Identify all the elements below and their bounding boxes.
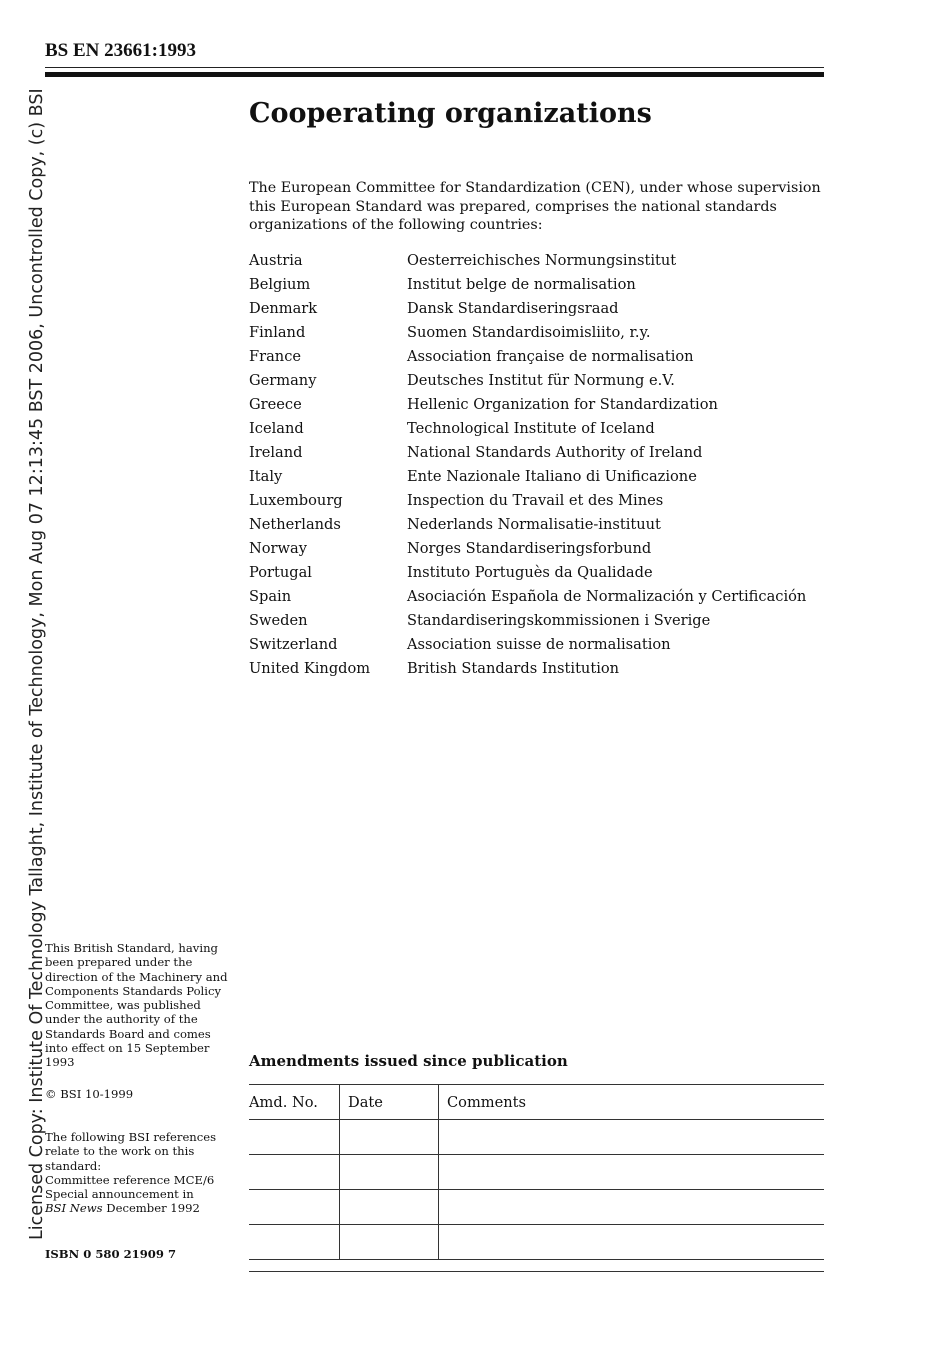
list-item — [249, 634, 829, 658]
country-name: Italy — [249, 468, 283, 485]
country-name: Norway — [249, 540, 307, 557]
organization-name: Asociación Española de Normalización y Certificación — [407, 588, 807, 605]
organization-name: British Standards Institution — [407, 660, 620, 677]
list-item — [249, 562, 829, 586]
list-item — [249, 298, 829, 322]
list-item — [249, 466, 829, 490]
table-cell — [340, 1120, 439, 1155]
isbn: ISBN 0 580 21909 7 — [45, 1247, 177, 1261]
table-row — [249, 1155, 824, 1190]
organization-name: Inspection du Travail et des Mines — [407, 492, 664, 509]
table-cell — [249, 1155, 340, 1190]
organization-name: Dansk Standardiseringsraad — [407, 300, 619, 317]
column-header-comments: Comments — [439, 1085, 825, 1120]
country-name: Iceland — [249, 420, 304, 437]
references-intro: The following BSI references relate to the work on this standard: — [45, 1130, 217, 1173]
country-name: Finland — [249, 324, 306, 341]
table-cell — [340, 1155, 439, 1190]
table-cell — [340, 1190, 439, 1225]
country-name: Belgium — [249, 276, 311, 293]
list-item — [249, 250, 829, 274]
country-name: Spain — [249, 588, 292, 605]
organization-name: Institut belge de normalisation — [407, 276, 636, 293]
table-row — [249, 1190, 824, 1225]
header-rule-thin — [45, 67, 824, 68]
organization-name: Nederlands Normalisatie-instituut — [407, 516, 661, 533]
list-item — [249, 610, 829, 634]
document-code: BS EN 23661:1993 — [45, 40, 196, 61]
table-row — [249, 1120, 824, 1155]
table-cell — [439, 1225, 825, 1260]
intro-paragraph: The European Committee for Standardization (CEN), under whose supervision this European Standard was prepared, comprises the national standards organizations of the following countries: — [249, 180, 821, 233]
list-item — [249, 538, 829, 562]
country-name: Netherlands — [249, 516, 341, 533]
table-cell — [439, 1155, 825, 1190]
list-item — [249, 394, 829, 418]
bsi-references — [45, 1130, 235, 1216]
table-cell — [249, 1225, 340, 1260]
table-cell — [439, 1120, 825, 1155]
organization-name: Standardiseringskommissionen i Sverige — [407, 612, 711, 629]
organization-name: Association suisse de normalisation — [407, 636, 671, 653]
country-name: Greece — [249, 396, 302, 413]
organization-name: Association française de normalisation — [407, 348, 694, 365]
table-row — [249, 1225, 824, 1260]
license-watermark: Licensed Copy: Institute Of Technology Tallaght, Institute of Technology, Mon Aug 07 12:13:45 BST 2006, Uncontrolled Copy, (c) BSI — [27, 88, 47, 1240]
list-item — [249, 514, 829, 538]
country-name: Portugal — [249, 564, 312, 581]
list-item — [249, 322, 829, 346]
organization-name: National Standards Authority of Ireland — [407, 444, 703, 461]
country-name: Switzerland — [249, 636, 338, 653]
page-title: Cooperating organizations — [249, 98, 652, 129]
list-item — [249, 346, 829, 370]
announcement-source: BSI News — [45, 1201, 103, 1216]
organization-name: Oesterreichisches Normungsinstitut — [407, 252, 677, 269]
table-cell — [249, 1120, 340, 1155]
country-name: France — [249, 348, 302, 365]
publication-note: This British Standard, having been prepared under the direction of the Machinery and Components Standards Policy Committee, was published under the authority of the Standards Board and comes into effect on 15 September 1993 — [45, 941, 228, 1070]
committee-reference: Committee reference MCE/6 — [45, 1172, 215, 1187]
country-name: Ireland — [249, 444, 303, 461]
list-item — [249, 274, 829, 298]
amendments-table — [249, 1084, 824, 1260]
list-item — [249, 442, 829, 466]
announcement-date: December 1992 — [106, 1201, 200, 1216]
list-item — [249, 418, 829, 442]
organization-name: Norges Standardiseringsforbund — [407, 540, 652, 557]
organization-name: Hellenic Organization for Standardization — [407, 396, 718, 413]
table-cell — [340, 1225, 439, 1260]
country-name: Austria — [249, 252, 303, 269]
organization-name: Technological Institute of Iceland — [407, 420, 655, 437]
footer-rule — [249, 1271, 824, 1272]
organization-name: Instituto Portuguès da Qualidade — [407, 564, 653, 581]
column-header-amd-no: Amd. No. — [249, 1085, 340, 1120]
copyright-note: © BSI 10-1999 — [45, 1087, 134, 1101]
organization-name: Deutsches Institut für Normung e.V. — [407, 372, 675, 389]
list-item — [249, 586, 829, 610]
country-name: United Kingdom — [249, 660, 371, 677]
organization-name: Ente Nazionale Italiano di Unificazione — [407, 468, 697, 485]
list-item — [249, 658, 829, 682]
header-rule-thick — [45, 72, 824, 77]
amendments-header-row — [249, 1085, 824, 1120]
list-item — [249, 490, 829, 514]
table-cell — [439, 1190, 825, 1225]
table-cell — [249, 1190, 340, 1225]
country-name: Germany — [249, 372, 317, 389]
list-item — [249, 370, 829, 394]
country-name: Denmark — [249, 300, 318, 317]
announcement-prefix: Special announcement in — [45, 1187, 194, 1202]
column-header-date: Date — [340, 1085, 439, 1120]
amendments-title: Amendments issued since publication — [249, 1052, 568, 1070]
country-name: Sweden — [249, 612, 308, 629]
organization-list — [249, 250, 829, 682]
organization-name: Suomen Standardisoimisliito, r.y. — [407, 324, 651, 341]
country-name: Luxembourg — [249, 492, 343, 509]
